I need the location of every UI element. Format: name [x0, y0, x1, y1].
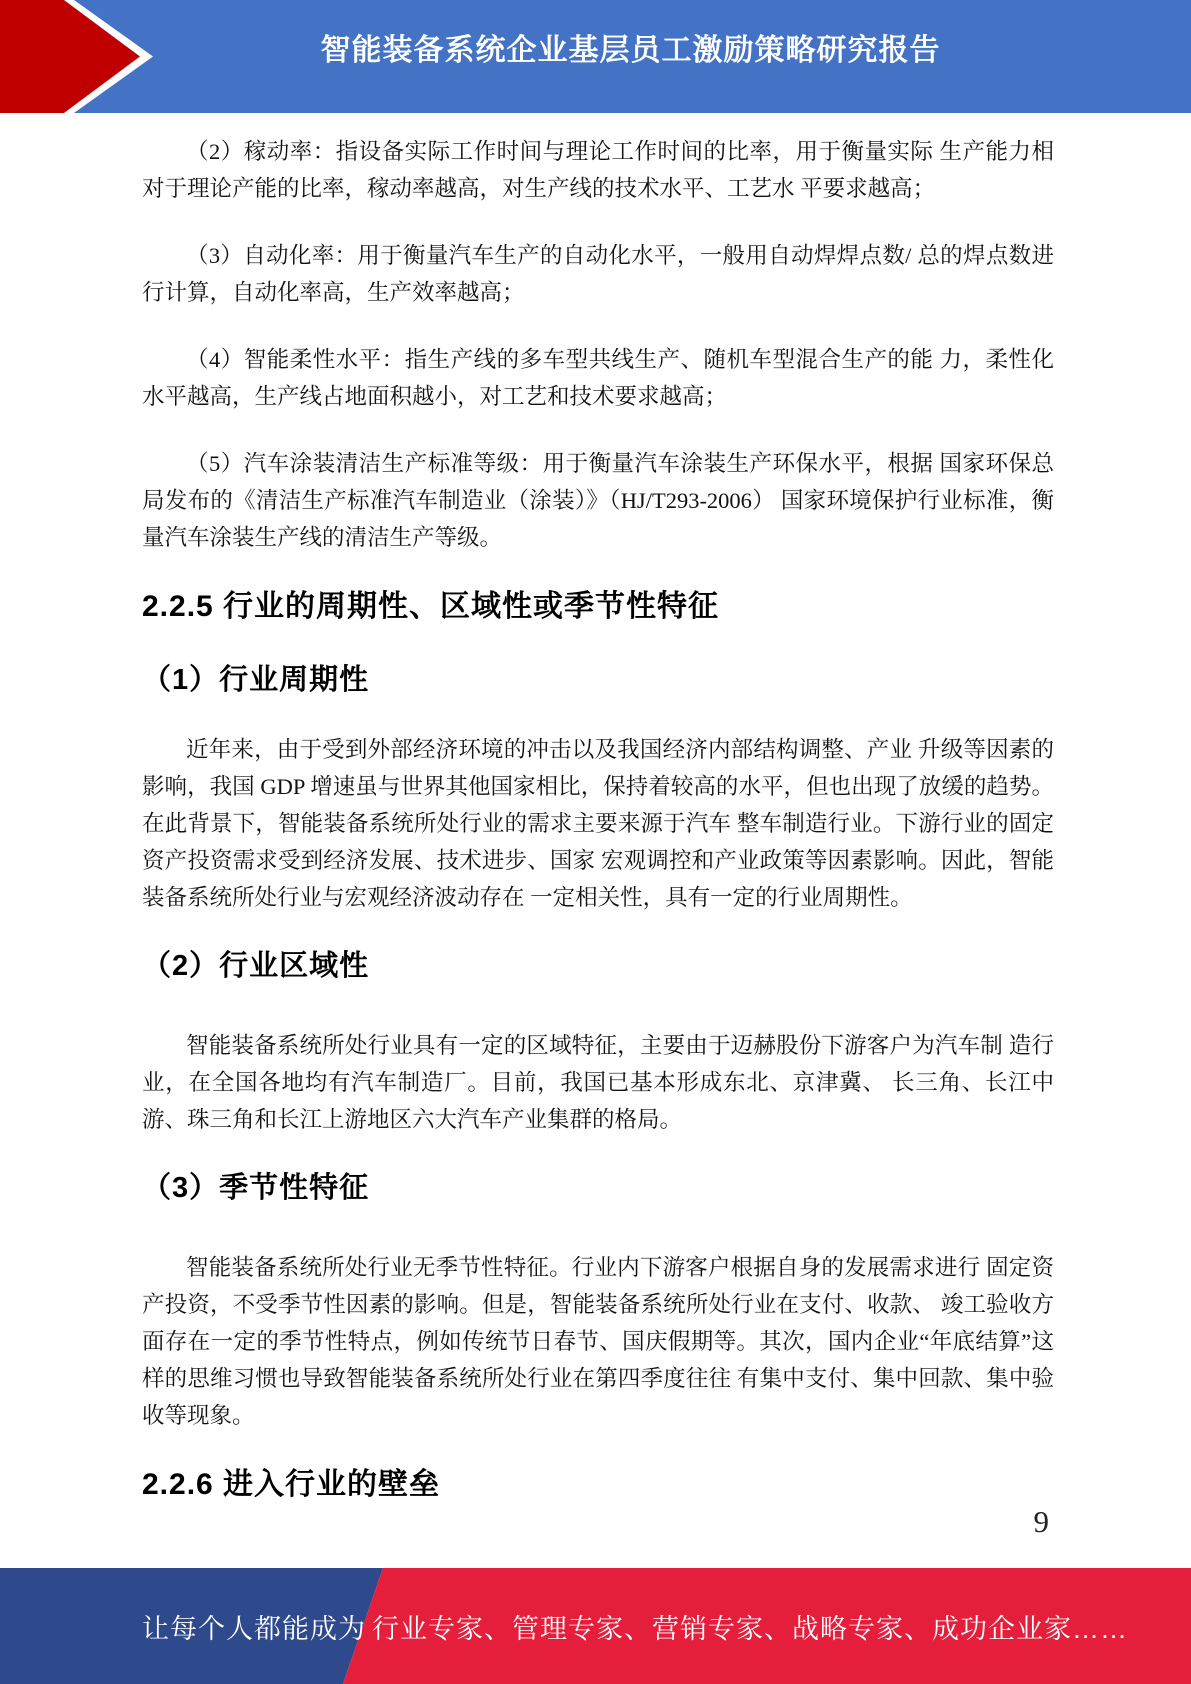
page-number: 9: [1033, 1504, 1049, 1539]
paragraph-tuzhuang: （5）汽车涂装清洁生产标准等级：用于衡量汽车涂装生产环保水平，根据 国家环保总局发布的《清洁生产标准汽车制造业（涂装）》（HJ/T293-2006） 国家环境保护行业标准，衡量汽车涂装生产线的清洁生产等级。: [142, 451, 1054, 550]
footer-slogan-left: 让每个人都能成为: [142, 1613, 366, 1644]
subheading-industry-region: （2）行业区域性: [142, 950, 370, 982]
subheading-industry-cycle: （1）行业周期性: [142, 664, 370, 696]
paragraph-jidonglv: （2）稼动率：指设备实际工作时间与理论工作时间的比率，用于衡量实际 生产能力相对于理论产能的比率，稼动率越高，对生产线的技术水平、工艺水 平要求越高；: [142, 139, 1054, 201]
page-footer: [0, 1568, 1191, 1684]
report-header: [0, 0, 1191, 113]
report-title: 智能装备系统企业基层员工激励策略研究报告: [320, 34, 941, 67]
paragraph-industry-cycle: 近年来，由于受到外部经济环境的冲击以及我国经济内部结构调整、产业 升级等因素的影响，我国 GDP 增速虽与世界其他国家相比，保持着较高的水平，但也出现了放缓的趋势。在此背景下，智能装备系统所处行业的需求主要来源于汽车 整车制造行业。下游行业的固定资产投资需求受到经济发展、技术进步、国家 宏观调控和产业政策等因素影响。因此，智能装备系统所处行业与宏观经济波动存在 一定相关性，具有一定的行业周期性。: [142, 737, 1054, 910]
page-content: [142, 113, 1054, 1538]
section-heading-2-2-5: 2.2.5 行业的周期性、区域性或季节性特征: [142, 590, 720, 623]
section-heading-2-2-6: 2.2.6 进入行业的壁垒: [142, 1468, 441, 1501]
footer-slogan-right: 行业专家、管理专家、营销专家、战略专家、成功企业家……: [372, 1613, 1128, 1644]
subheading-seasonality: （3）季节性特征: [142, 1172, 370, 1204]
paragraph-rouxing: （4）智能柔性水平：指生产线的多车型共线生产、随机车型混合生产的能 力，柔性化水平越高，生产线占地面积越小，对工艺和技术要求越高；: [142, 347, 1054, 409]
paragraph-seasonality: 智能装备系统所处行业无季节性特征。行业内下游客户根据自身的发展需求进行 固定资产投资，不受季节性因素的影响。但是，智能装备系统所处行业在支付、收款、 竣工验收方面存在一定的季节性特点，例如传统节日春节、国庆假期等。其次，国内企业“年底结算”这样的思维习惯也导致智能装备系统所处行业在第四季度往往 有集中支付、集中回款、集中验收等现象。: [142, 1255, 1054, 1428]
paragraph-industry-region: 智能装备系统所处行业具有一定的区域特征，主要由于迈赫股份下游客户为汽车制 造行业，在全国各地均有汽车制造厂。目前，我国已基本形成东北、京津冀、 长三角、长江中游、珠三角和长江上游地区六大汽车产业集群的格局。: [142, 1033, 1054, 1132]
paragraph-zidonghua: （3）自动化率：用于衡量汽车生产的自动化水平，一般用自动焊焊点数/ 总的焊点数进行计算，自动化率高，生产效率越高；: [142, 243, 1054, 305]
